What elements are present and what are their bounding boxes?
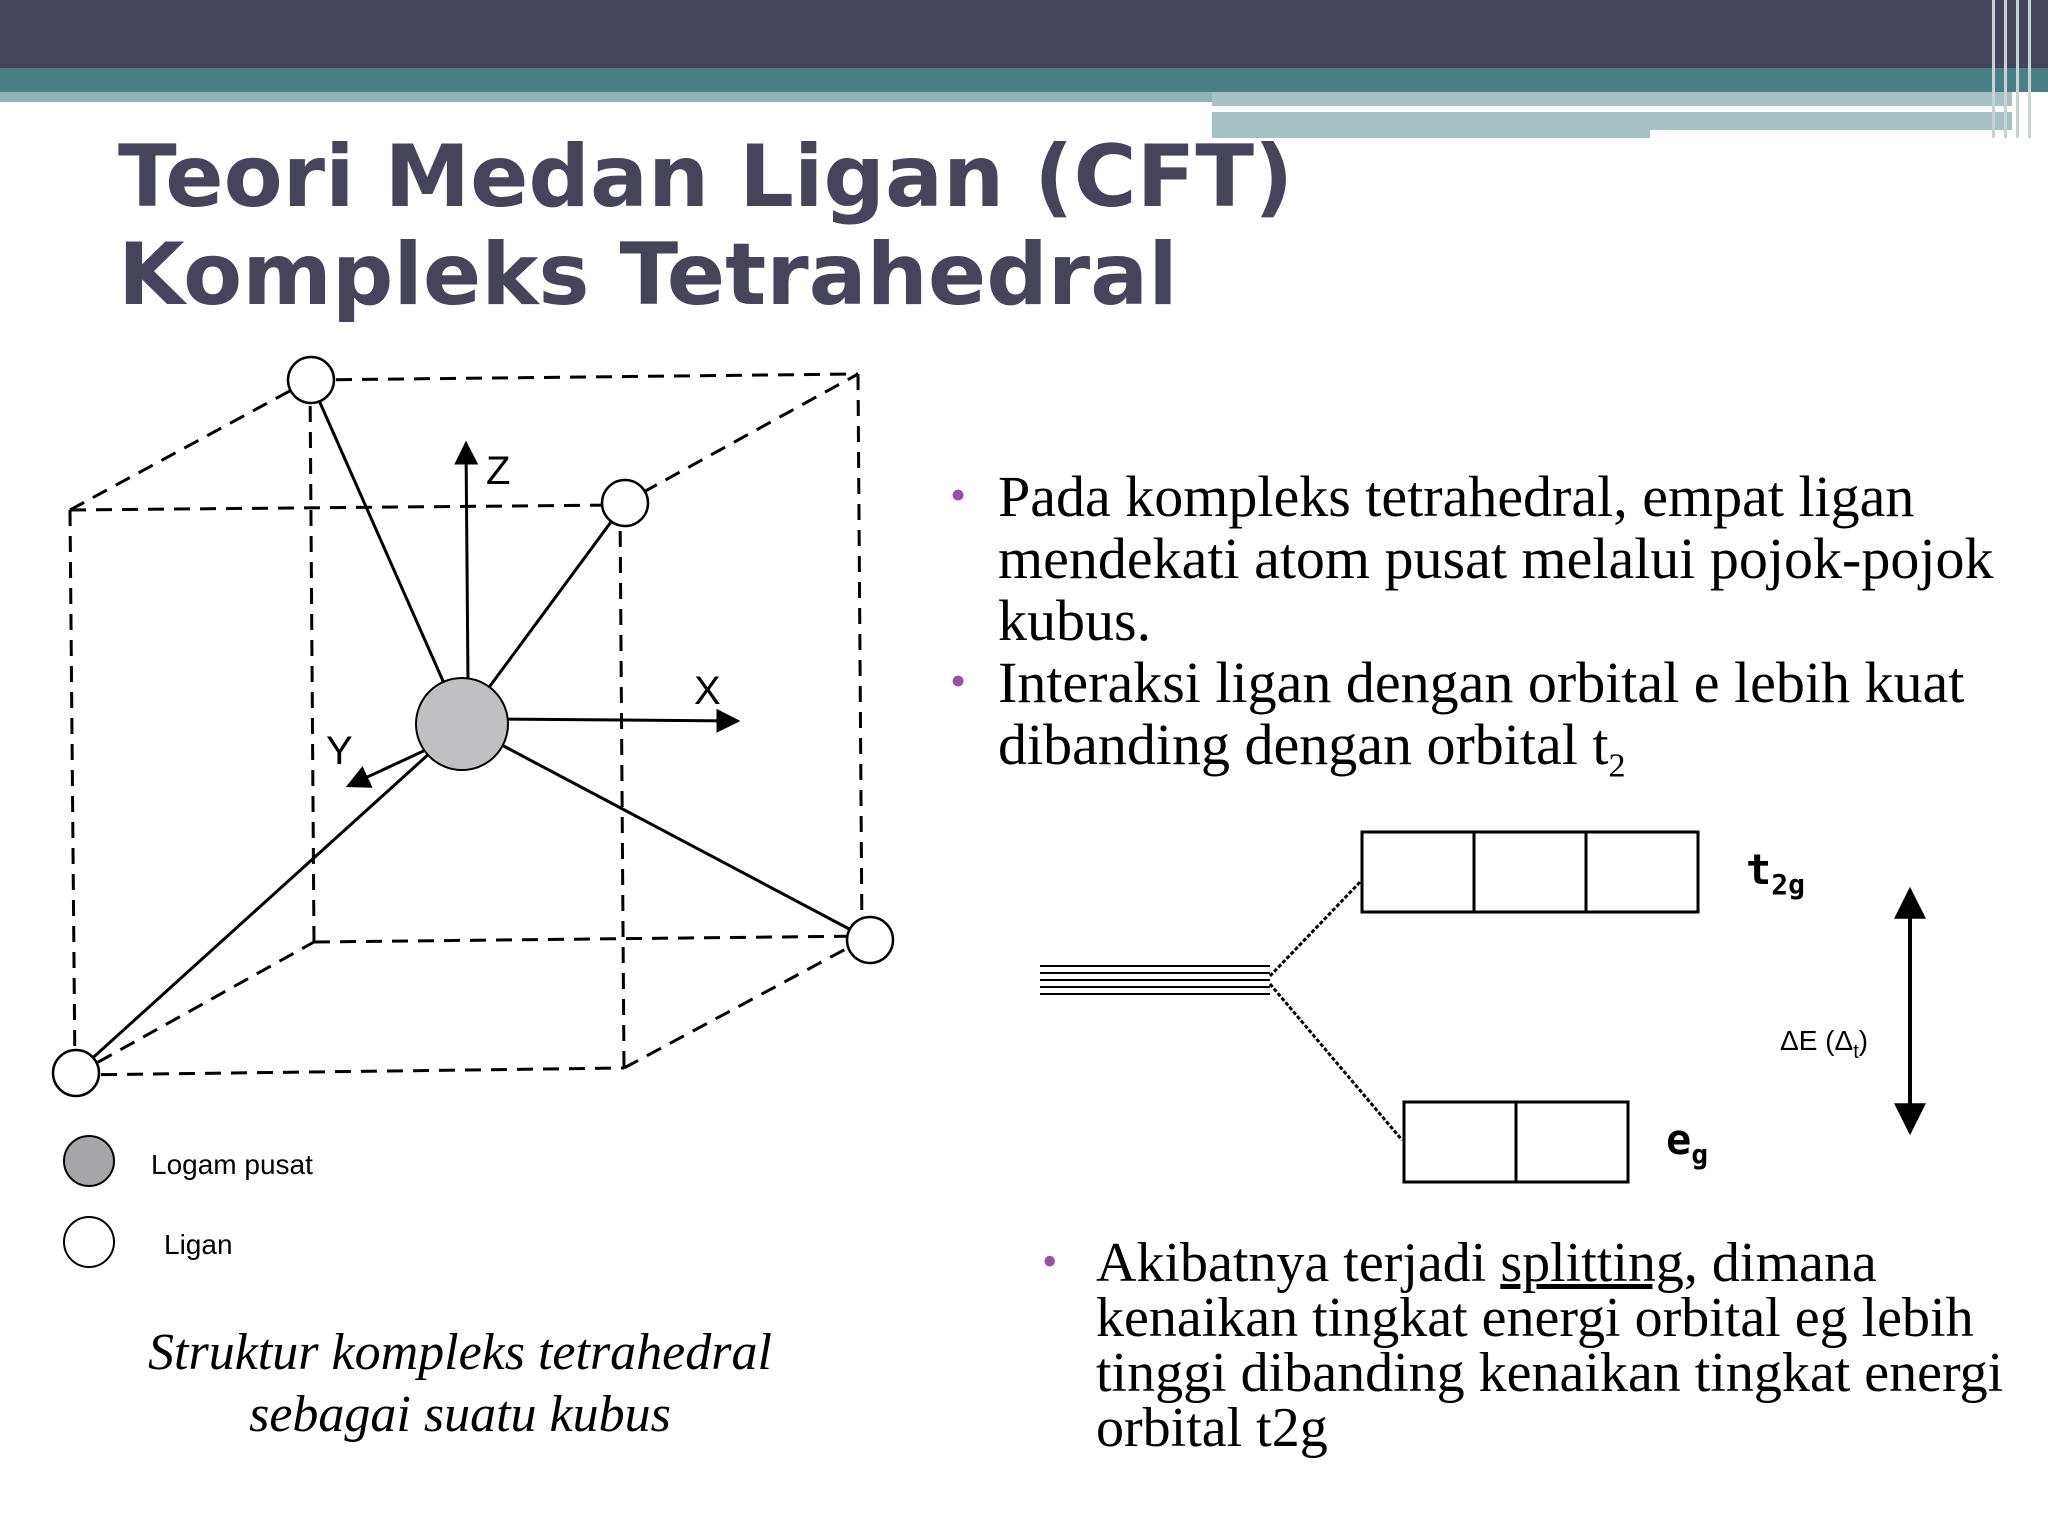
x-axis-arrow (500, 719, 738, 721)
eg-label: $e_g$ (1666, 1115, 1709, 1171)
eg-orbital-boxes (1404, 1102, 1628, 1182)
x-axis-label: X (694, 669, 721, 713)
legend-metal-swatch (64, 1136, 114, 1186)
legend-metal-label: Logam pusat (151, 1149, 313, 1180)
bullet-item (950, 466, 2030, 652)
energy-gap-label: ΔE $(\Delta_t)$ (1780, 1025, 1869, 1063)
bullet-list-bottom (1042, 1232, 2042, 1459)
z-axis-arrow (466, 443, 468, 684)
ligand-circle (847, 917, 893, 963)
diagram-caption (80, 1322, 840, 1446)
bullet-text-before: Akibatnya terjadi (1096, 1232, 1501, 1294)
t2g-orbital-boxes (1362, 832, 1698, 912)
title-line-1: Teori Medan Ligan (CFT) (118, 127, 1294, 227)
ligand-circle (288, 357, 334, 403)
splitting-term: splitting (1500, 1232, 1684, 1294)
split-line-down (1270, 984, 1402, 1140)
ligand-circle (53, 1050, 99, 1096)
bullet-text-after: , dimana kenaikan tingkat energi orbital eg lebih tinggi dibanding kenaikan tingkat energi orbital t2g (1096, 1232, 2004, 1459)
degenerate-level-lines (1040, 966, 1270, 994)
t2g-label: $t_{2g}$ (1746, 845, 1806, 901)
z-axis-label: Z (486, 449, 511, 493)
bullet-item (950, 652, 2030, 798)
caption-line-1: Struktur kompleks tetrahedral (148, 1324, 772, 1381)
caption-line-2: sebagai suatu kubus (249, 1386, 671, 1443)
y-axis-arrow (348, 748, 430, 786)
legend-ligand-label: Ligan (164, 1229, 233, 1260)
split-line-up (1270, 880, 1362, 976)
title-line-2: Kompleks Tetrahedral (118, 225, 1178, 325)
bullet-list-top (950, 466, 2030, 798)
y-axis-label: Y (326, 729, 353, 773)
bullet-subscript: 2 (1608, 747, 1626, 785)
legend-ligand-swatch (64, 1217, 114, 1267)
bullet-item (1042, 1232, 2042, 1459)
splitting-diagram (1040, 832, 1910, 1182)
bullet-text: Pada kompleks tetrahedral, empat ligan mendekati atom pusat melalui pojok-pojok kubus. (998, 464, 1994, 653)
bullet-text: Interaksi ligan dengan orbital e lebih kuat dibanding dengan orbital t (998, 650, 1965, 777)
ligand-circle (602, 480, 648, 526)
metal-center (416, 678, 508, 770)
